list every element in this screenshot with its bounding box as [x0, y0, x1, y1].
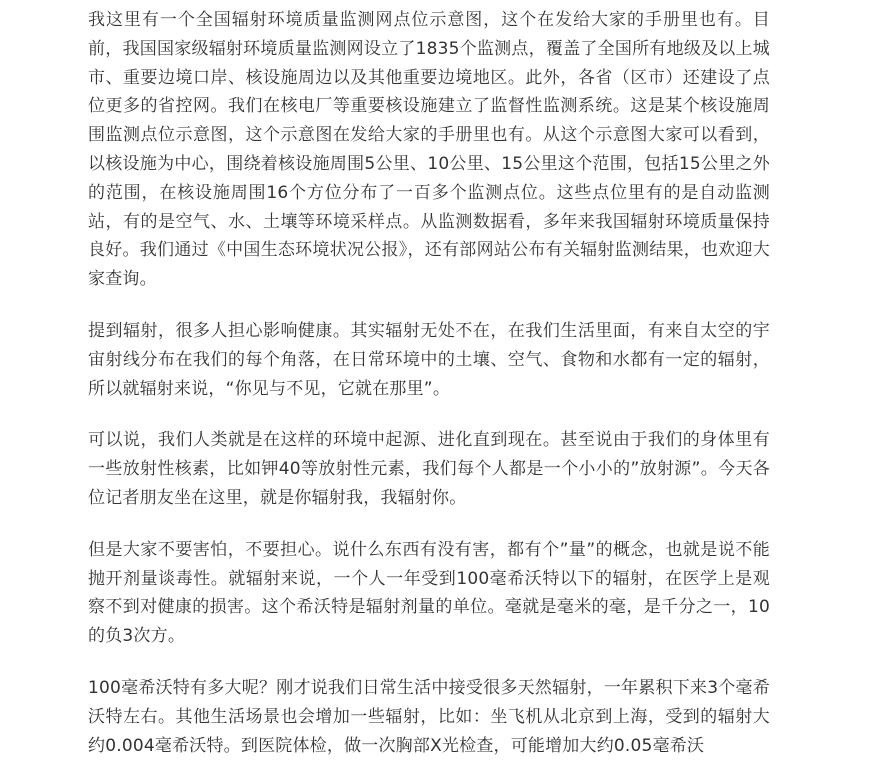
paragraph-human-radiation-source: 可以说，我们人类就是在这样的环境中起源、进化直到现在。甚至说由于我们的身体里有一些放射性核素，比如钾40等放射性元素，我们每个人都是一个小小的”放射源”。今天各位记者朋友坐在这里，就是你辐射我，我辐射你。 [88, 430, 770, 508]
paragraph-radiation-everywhere: 提到辐射，很多人担心影响健康。其实辐射无处不在，在我们生活里面，有来自太空的宇宙射线分布在我们的每个角落，在日常环境中的土壤、空气、食物和水都有一定的辐射，所以就辐射来说，“你见与不见，它就在那里”。 [88, 320, 770, 399]
paragraph-monitoring-network: 我这里有一个全国辐射环境质量监测网点位示意图，这个在发给大家的手册里也有。目前，我国国家级辐射环境质量监测网设立了1835个监测点，覆盖了全国所有地级及以上城市、重要边境口岸、核设施周边以及其他重要边境地区。此外，各省（区市）还建设了点位更多的省控网。我们在核电厂等重要核设施建立了监督性监测系统。这是某个核设施周围监测点位示意图，这个示意图在发给大家的手册里也有。从这个示意图大家可以看到，以核设施为中心，围绕着核设施周围5公里、10公里、15公里这个范围，包括15公里之外的范围，在核设施周围16个方位分布了一百多个监测点位。这些点位里有的是自动监测站，有的是空气、水、土壤等环境采样点。从监测数据看，多年来我国辐射环境质量保持良好。我们通过《中国生态环境状况公报》，还有部网站公布有关辐射监测结果，也欢迎大家查询。 [88, 10, 770, 290]
paragraph-100-msv-comparison: 100毫希沃特有多大呢？刚才说我们日常生活中接受很多天然辐射，一年累积下来3个毫希沃特左右。其他生活场景也会增加一些辐射，比如：坐飞机从北京到上海，受到的辐射大约0.004毫希沃特。到医院体检，做一次胸部X光检查，可能增加大约0.05毫希沃 [88, 677, 770, 756]
paragraph-dose-concept: 但是大家不要害怕，不要担心。说什么东西有没有害，都有个”量”的概念，也就是说不能抛开剂量谈毒性。就辐射来说，一个人一年受到100毫希沃特以下的辐射，在医学上是观察不到对健康的损害。这个希沃特是辐射剂量的单位。毫就是毫米的毫，是千分之一，10的负3次方。 [88, 539, 770, 647]
article-body [88, 6, 770, 783]
